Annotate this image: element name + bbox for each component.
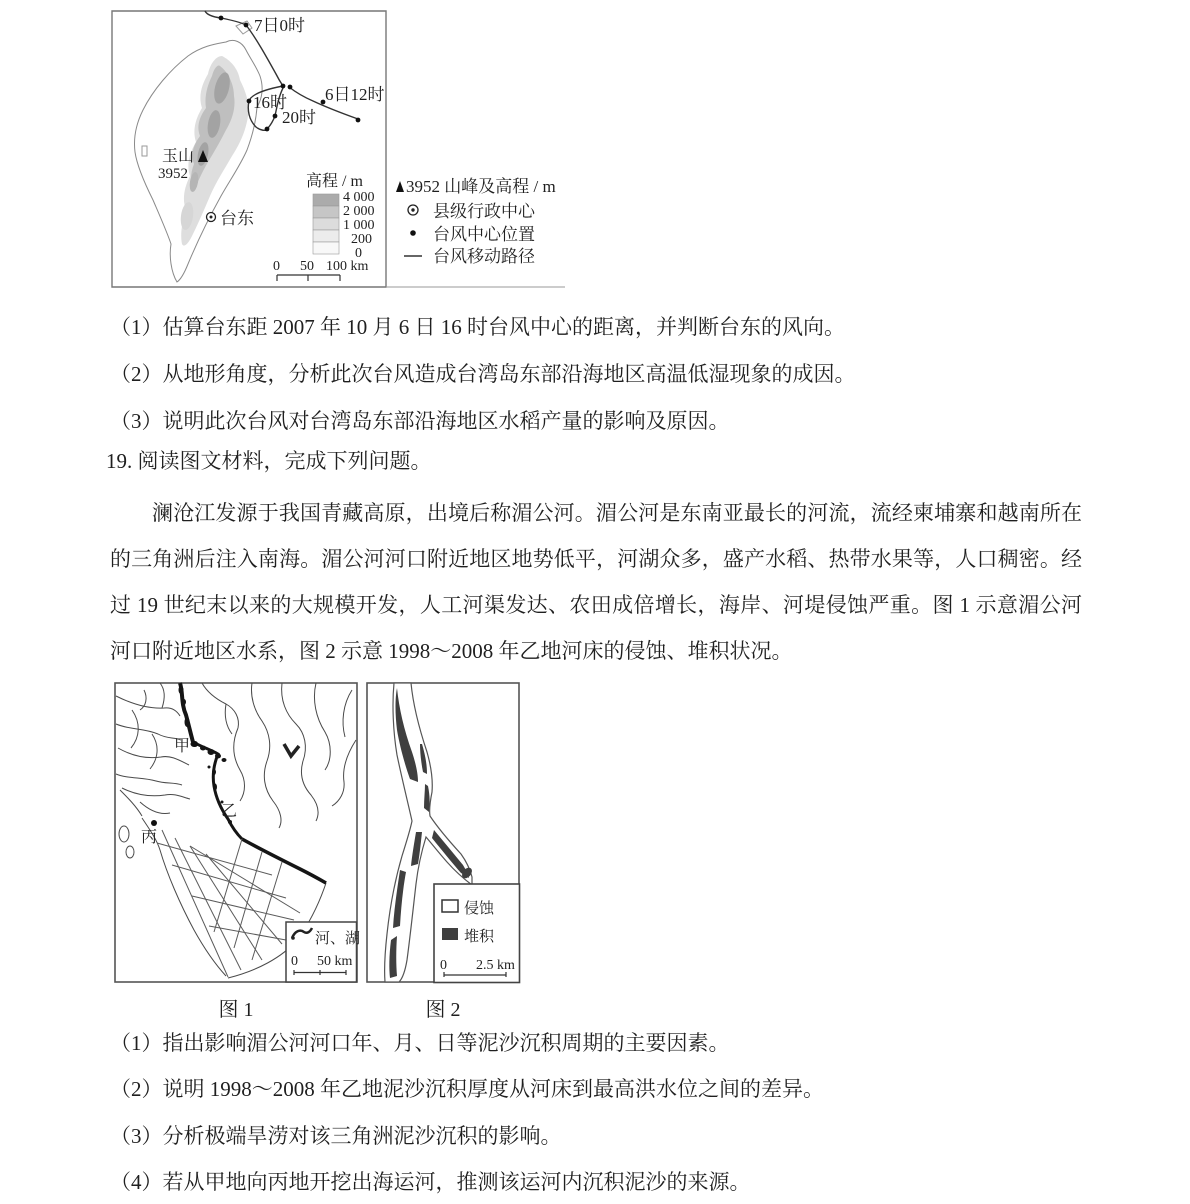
q18-item-2: （2）从地形角度，分析此次台风造成台湾岛东部沿海地区高温低湿现象的成因。 [110,362,856,386]
fig2-scale-25: 2.5 km [476,958,515,973]
fig2-legend-erosion-label: 侵蚀 [464,901,495,917]
elev-1000: 1 000 [343,218,375,233]
q19-item-4: （4）若从甲地向丙地开挖出海运河，推测该运河内沉积泥沙的来源。 [110,1170,751,1194]
taitung-marker-icon [207,213,216,222]
q18-item-1: （1）估算台东距 2007 年 10 月 6 日 16 时台风中心的距离，并判断台东的风向。 [110,315,845,339]
mekong-delta-map [114,682,361,983]
point-jia-label: 甲 [174,738,191,755]
q19-intro-paragraph: 澜沧江发源于我国青藏高原，出境后称湄公河。湄公河是东南亚最长的河流，流经柬埔寨和越南所在的三角洲后注入南海。湄公河河口附近地区地势低平，河湖众多，盛产水稻、热带水果等，人口稠密。经过 19 世纪末以来的大规模开发，人工河渠发达、农田成倍增长，海岸、河堤侵蚀严重。图 1 示意湄公河河口附近地区水系，图 2 示意 1998～2008 年乙地河床的侵蚀、堆积状况。 [110,501,1082,663]
elev-2000: 2 000 [343,204,375,219]
q19-heading: 19. 阅读图文材料，完成下列问题。 [106,449,432,473]
q19-item-2: （2）说明 1998～2008 年乙地泥沙沉积厚度从河床到最高洪水位之间的差异。 [110,1077,824,1101]
legend-path-label: 台风移动路径 [433,247,535,266]
elev-0: 0 [355,246,362,261]
legend-admin-icon-dot [411,208,414,211]
legend-center-label: 台风中心位置 [433,225,535,244]
river-lake-icon-dot [291,936,295,940]
islet-northeast [236,21,252,34]
point-yi-label: 乙 [221,803,238,820]
fig1-caption: 图 1 [218,999,254,1021]
legend-peak-label: 3952 山峰及高程 / m [406,177,556,196]
point-bing-dot [151,820,157,826]
fig2-caption: 图 2 [425,999,461,1021]
scale-50: 50 [300,259,314,274]
fig1-scale-50: 50 km [317,954,353,969]
track-label-7d0: 7日0时 [254,16,305,35]
legend-peak-icon [396,181,404,192]
track-label-16: 16时 [253,93,287,112]
fig2-legend [434,884,520,983]
fig2-legend-deposit-label: 堆积 [464,929,495,945]
deposit-swatch-icon [442,928,458,940]
fig1-legend-river-label: 河、湖 [315,931,361,947]
point-jia-dot [192,741,198,747]
legend-admin-label: 县级行政中心 [433,202,535,221]
peak-elevation: 3952 [158,166,188,182]
elev-color-bar [313,194,339,254]
legend-center-icon [410,230,416,236]
track-label-6d12: 6日12时 [325,85,385,104]
map-side-legend [396,177,556,266]
peak-name: 玉山 [162,148,195,165]
elev-4000: 4 000 [343,190,375,205]
taitung-label: 台东 [220,209,254,228]
taiwan-typhoon-map [110,4,570,288]
elev-legend-title: 高程 / m [306,173,363,190]
track-label-20: 20时 [282,108,316,127]
scale-bar [277,275,340,281]
fig1-scale-0: 0 [291,954,298,969]
scale-0: 0 [273,259,280,274]
q19-item-1: （1）指出影响湄公河河口年、月、日等泥沙沉积周期的主要因素。 [110,1031,730,1055]
scale-100: 100 km [326,259,369,274]
q19-item-3: （3）分析极端旱涝对该三角洲泥沙沉积的影响。 [110,1124,562,1148]
fig2-scale-0: 0 [440,958,447,973]
fig1-legend [286,922,360,982]
erosion-swatch-icon [442,900,458,912]
point-bing-label: 丙 [141,829,158,846]
elev-200: 200 [351,232,372,247]
channel-erosion-map [366,682,520,983]
q18-item-3: （3）说明此次台风对台湾岛东部沿海地区水稻产量的影响及原因。 [110,409,730,433]
